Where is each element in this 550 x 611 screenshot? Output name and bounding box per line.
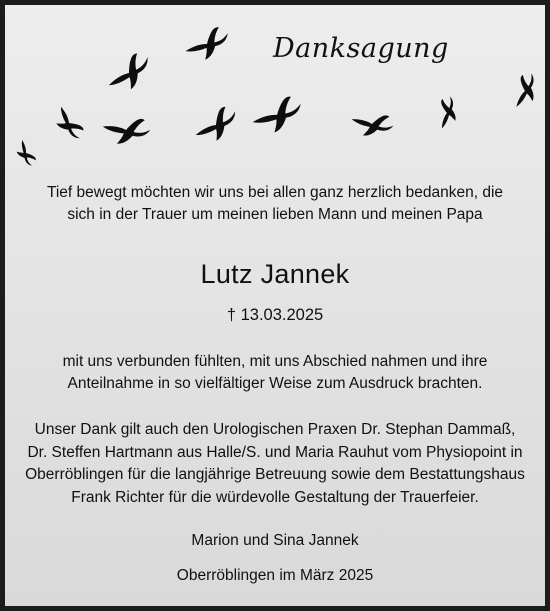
bird-2	[102, 50, 157, 97]
body-line: Dr. Steffen Hartmann aus Halle/S. und Maria Rauhut vom Physiopoint in	[27, 443, 523, 461]
signature: Marion und Sina Jannek	[191, 532, 359, 549]
bird-3	[52, 102, 86, 144]
page-title: Danksagung	[273, 33, 449, 64]
body-line: Anteilnahme in so vielfältiger Weise zum Ausdruck brachten.	[67, 375, 483, 392]
bird-7	[249, 95, 304, 136]
thanks-paragraph-2	[5, 419, 545, 509]
deceased-name: Lutz Jannek	[200, 259, 350, 289]
bird-9	[431, 94, 464, 132]
bird-6	[190, 104, 242, 147]
thanks-paragraph-1	[5, 351, 545, 395]
bird-10	[505, 70, 545, 113]
flying-birds-illustration	[5, 5, 545, 180]
body-line: Oberröblingen für die langjährige Betreuung sowie dem Bestattungshaus	[25, 466, 525, 483]
bird-1	[182, 25, 232, 63]
bird-5	[99, 110, 152, 152]
bird-8	[348, 105, 396, 144]
intro-line: Tief bewegt möchten wir uns bei allen ganz herzlich bedanken, die	[46, 184, 504, 201]
body-line: Frank Richter für die würdevolle Gestaltung der Trauerfeier.	[71, 488, 479, 506]
death-date: † 13.03.2025	[226, 306, 324, 324]
body-line: mit uns verbunden fühlten, mit uns Abschied nahmen und ihre	[62, 353, 488, 370]
intro-line: sich in der Trauer um meinen lieben Mann und meinen Papa	[67, 206, 483, 223]
bird-4	[15, 138, 37, 168]
place-date: Oberröblingen im März 2025	[176, 567, 374, 584]
intro-text	[5, 182, 545, 226]
body-line: Unser Dank gilt auch den Urologischen Praxen Dr. Stephan Dammaß,	[34, 421, 516, 438]
